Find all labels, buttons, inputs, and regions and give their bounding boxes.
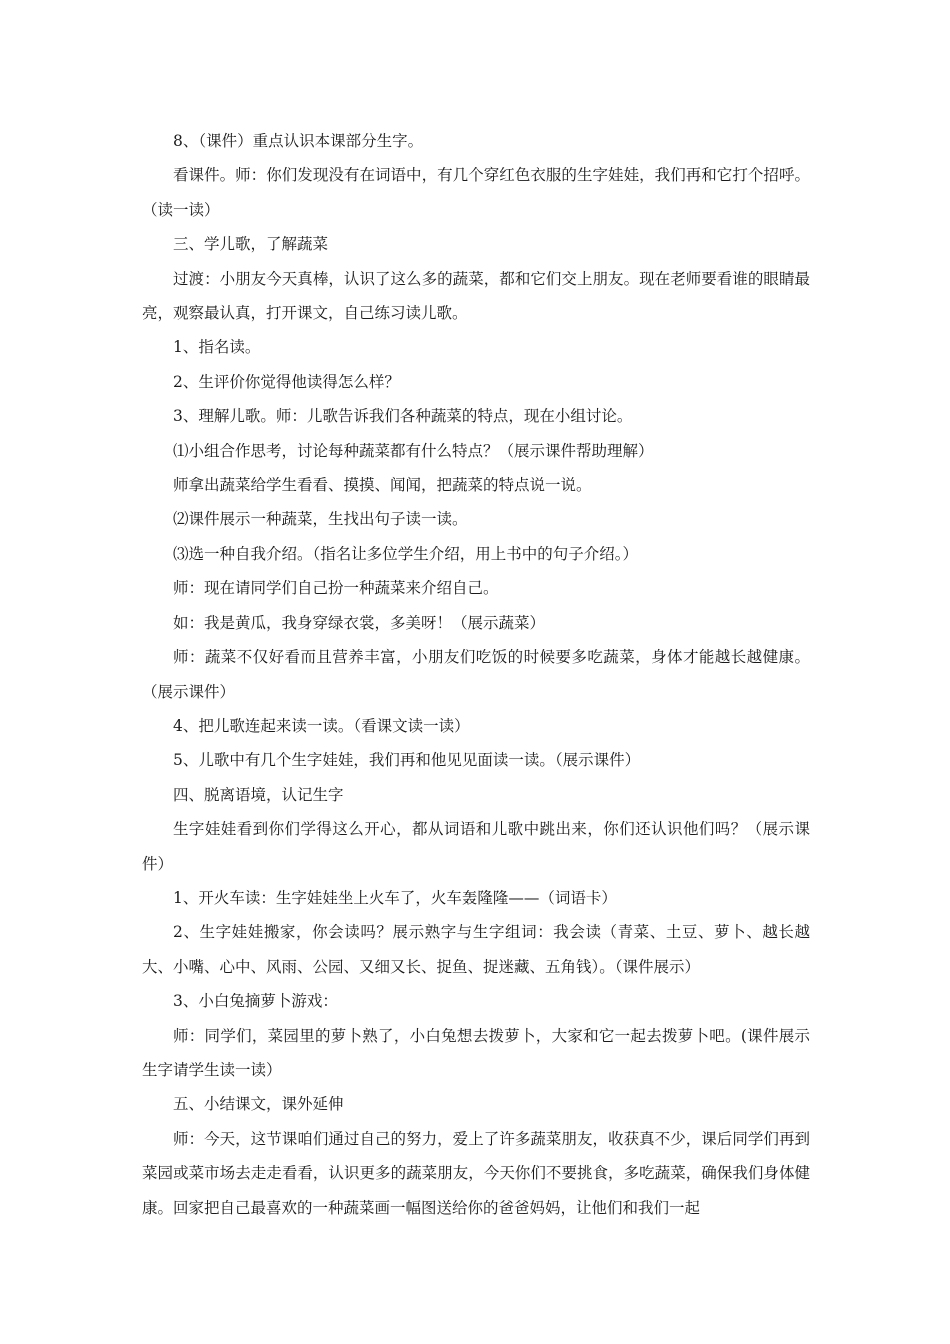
paragraph: 2、生评价你觉得他读得怎么样？ <box>173 372 400 391</box>
paragraph: 8、（课件）重点认识本课部分生字。 <box>173 132 424 150</box>
paragraph: ⑵课件展示一种蔬菜，生找出句子读一读。 <box>173 510 468 529</box>
paragraph: 师：现在请同学们自己扮一种蔬菜来介绍自己。 <box>173 579 499 598</box>
paragraph: 师拿出蔬菜给学生看看、摸摸、闻闻，把蔬菜的特点说一说。 <box>173 476 592 495</box>
paragraph: 1、开火车读：生字娃娃坐上火车了，火车轰隆隆——（词语卡） <box>173 888 617 907</box>
section-heading: 三、学儿歌，了解蔬菜 <box>173 235 329 254</box>
paragraph: 3、理解儿歌。师：儿歌告诉我们各种蔬菜的特点，现在小组讨论。 <box>173 407 633 426</box>
paragraph: 看课件。师：你们发现没有在词语中，有几个穿红色衣服的生字娃娃，我们再和它打个招呼。（读一读） <box>142 166 810 219</box>
paragraph: 3、小白兔摘萝卜游戏： <box>173 992 338 1011</box>
paragraph: ⑴小组合作思考，讨论每种蔬菜都有什么特点？（展示课件帮助理解） <box>173 441 654 460</box>
paragraph: 5、儿歌中有几个生字娃娃，我们再和他见见面读一读。（展示课件） <box>173 751 641 770</box>
paragraph: 如：我是黄瓜，我身穿绿衣裳，多美呀！（展示蔬菜） <box>173 613 546 632</box>
section-heading: 四、脱离语境，认记生字 <box>173 785 344 804</box>
paragraph: 2、生字娃娃搬家，你会读吗？展示熟字与生字组词：我会读（青菜、土豆、萝卜、越长越大、小嘴、心中、风雨、公园、又细又长、捉鱼、捉迷藏、五角钱）。（课件展示） <box>142 923 810 976</box>
document-body <box>142 124 810 1225</box>
section-heading: 五、小结课文，课外延伸 <box>173 1095 344 1114</box>
paragraph: 生字娃娃看到你们学得这么开心，都从词语和儿歌中跳出来，你们还认识他们吗？（展示课件） <box>142 820 810 873</box>
paragraph: 师：同学们，菜园里的萝卜熟了，小白兔想去拨萝卜，大家和它一起去拨萝卜吧。(课件展示生字请学生读一读） <box>142 1026 810 1079</box>
paragraph: 师：今天，这节课咱们通过自己的努力，爱上了许多蔬菜朋友，收获真不少，课后同学们再到菜园或菜市场去走走看看，认识更多的蔬菜朋友，今天你们不要挑食，多吃蔬菜，确保我们身体健康。回家把自己最喜欢的一种蔬菜画一幅图送给你的爸爸妈妈，让他们和我们一起 <box>142 1129 810 1217</box>
paragraph: ⑶选一种自我介绍。（指名让多位学生介绍，用上书中的句子介绍。） <box>173 544 639 563</box>
paragraph: 4、把儿歌连起来读一读。（看课文读一读） <box>173 716 470 735</box>
paragraph: 过渡：小朋友今天真棒，认识了这么多的蔬菜，都和它们交上朋友。现在老师要看谁的眼睛最亮，观察最认真，打开课文，自己练习读儿歌。 <box>142 269 810 323</box>
paragraph: 1、指名读。 <box>173 338 261 357</box>
paragraph: 师：蔬菜不仅好看而且营养丰富，小朋友们吃饭的时候要多吃蔬菜，身体才能越长越健康。（展示课件） <box>142 648 810 701</box>
